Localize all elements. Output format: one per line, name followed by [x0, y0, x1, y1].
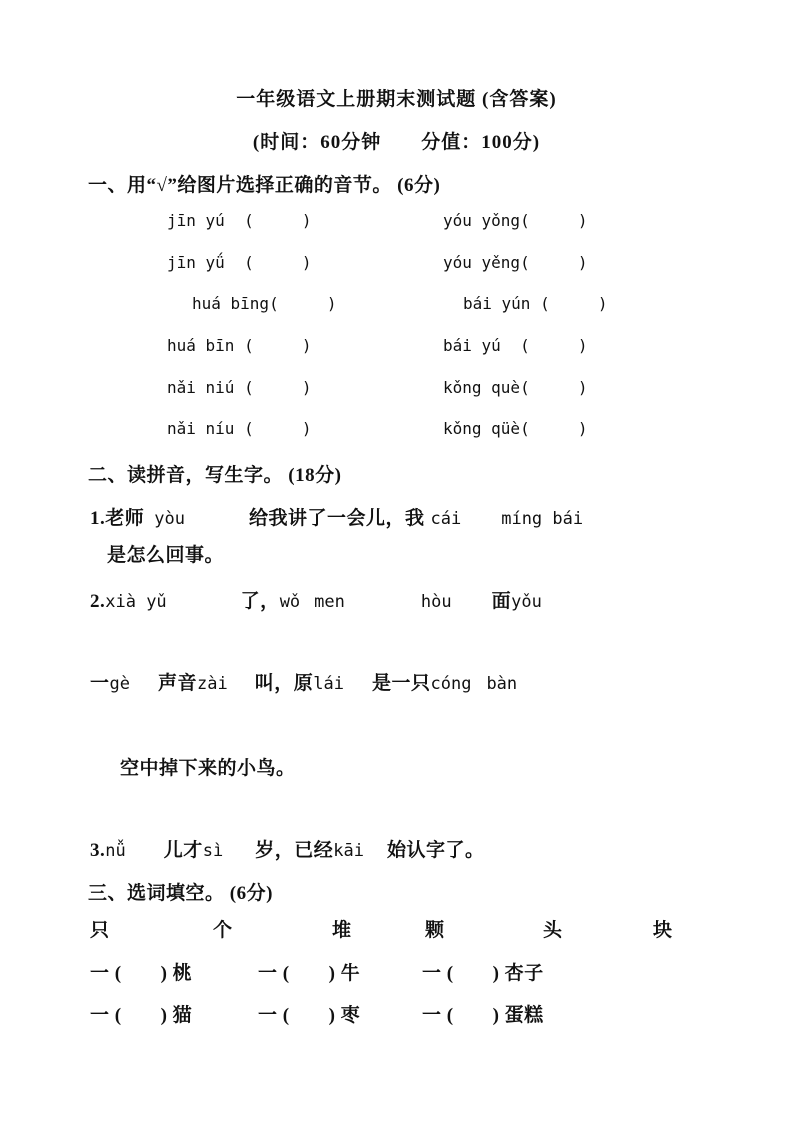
- word-bank-ke: 颗: [425, 920, 445, 941]
- pinyin-blank-you: yòu: [154, 509, 185, 529]
- pinyin-option-kong-que-2: kǒng qüè( ): [443, 419, 588, 438]
- sentence-3-er-cai: 儿才: [163, 840, 203, 861]
- sentence-2: [90, 586, 542, 613]
- pinyin-option-jin-yu-2: jīn yǘ ( ): [167, 253, 312, 272]
- sentence-1: [90, 503, 583, 530]
- pinyin-blank-ming-bai: míng bái: [501, 509, 584, 529]
- sentence-2-le: 了，: [240, 591, 280, 612]
- pinyin-option-you-yong-1: yóu yǒng( ): [443, 211, 588, 230]
- pinyin-option-hua-bing-1: huá bīng( ): [192, 294, 337, 313]
- pinyin-blank-men: men: [314, 592, 345, 612]
- word-bank-kuai: 块: [653, 920, 673, 941]
- sentence-1-middle: 给我讲了一会儿，我: [248, 508, 425, 529]
- sentence-1-prefix: 1.老师: [90, 508, 145, 529]
- sentence-2-number: 2.: [90, 591, 106, 612]
- pinyin-blank-ban: bàn: [486, 674, 518, 694]
- sentence-3-ending: 始认字了。: [386, 840, 485, 861]
- page-title: 一年级语文上册期末测试题 (含答案): [236, 89, 557, 110]
- pinyin-blank-lai: lái: [313, 674, 344, 694]
- blank-measure-niu: 一 ( ) 牛: [258, 963, 361, 984]
- pinyin-option-you-yong-2: yóu yěng( ): [443, 253, 588, 272]
- blank-measure-tao: 一 ( ) 桃: [90, 963, 193, 984]
- pinyin-blank-cai: cái: [430, 509, 462, 529]
- sentence-2-mian: 面: [491, 591, 512, 612]
- sentence-2b-yi: 一: [90, 673, 110, 694]
- sentence-2b-shengyin: 声音: [158, 673, 198, 694]
- pinyin-blank-you2: yǒu: [511, 592, 542, 612]
- pinyin-blank-cong: cóng: [430, 674, 472, 694]
- pinyin-blank-hou: hòu: [420, 592, 452, 612]
- sentence-1-continued: 是怎么回事。: [107, 545, 225, 566]
- word-bank-ge: 个: [213, 920, 233, 941]
- sentence-3-sui-yijing: 岁，已经: [255, 840, 334, 861]
- blank-measure-mao: 一 ( ) 猫: [90, 1005, 193, 1026]
- section2-heading: 二、读拼音，写生字。 (18分): [88, 465, 342, 486]
- pinyin-option-bai-yun-1: bái yún ( ): [463, 294, 608, 313]
- sentence-2b-jiao-yuan: 叫，原: [254, 673, 314, 694]
- word-bank-zhi: 只: [90, 920, 110, 941]
- pinyin-blank-xia-yu: xià yǔ: [105, 592, 167, 612]
- section3-heading: 三、选词填空。 (6分): [88, 883, 273, 904]
- exam-time-score-meta: (时间：60分钟 分值：100分): [252, 132, 541, 153]
- sentence-3-number: 3.: [90, 840, 106, 861]
- pinyin-blank-zai: zài: [197, 674, 228, 694]
- word-bank-tou: 头: [543, 920, 563, 941]
- section1-heading: 一、用“√”给图片选择正确的音节。 (6分): [88, 175, 441, 196]
- sentence-2-continued: [90, 668, 517, 695]
- sentence-2b-shi-yi-zhi: 是一只: [371, 673, 431, 694]
- word-bank-dui: 堆: [332, 920, 352, 941]
- pinyin-option-kong-que-1: kǒng què( ): [443, 378, 588, 397]
- pinyin-option-jin-yu-1: jīn yú ( ): [167, 211, 312, 230]
- pinyin-blank-ge: gè: [109, 674, 130, 694]
- pinyin-option-nai-niu-2: nǎi níu ( ): [167, 419, 312, 438]
- blank-measure-xingzi: 一 ( ) 杏子: [422, 963, 544, 984]
- pinyin-blank-si: sì: [202, 841, 224, 861]
- pinyin-blank-wo: wǒ: [279, 592, 301, 612]
- pinyin-option-hua-bing-2: huá bīn ( ): [167, 336, 312, 355]
- pinyin-blank-nv: nǚ: [105, 841, 126, 861]
- sentence-2-ending: 空中掉下来的小鸟。: [120, 758, 296, 779]
- pinyin-option-bai-yun-2: bái yú ( ): [443, 336, 588, 355]
- pinyin-blank-kai: kāi: [333, 841, 364, 861]
- pinyin-option-nai-niu-1: nǎi niú ( ): [167, 378, 312, 397]
- blank-measure-zao: 一 ( ) 枣: [258, 1005, 361, 1026]
- blank-measure-dangao: 一 ( ) 蛋糕: [422, 1005, 544, 1026]
- sentence-3: [90, 835, 484, 862]
